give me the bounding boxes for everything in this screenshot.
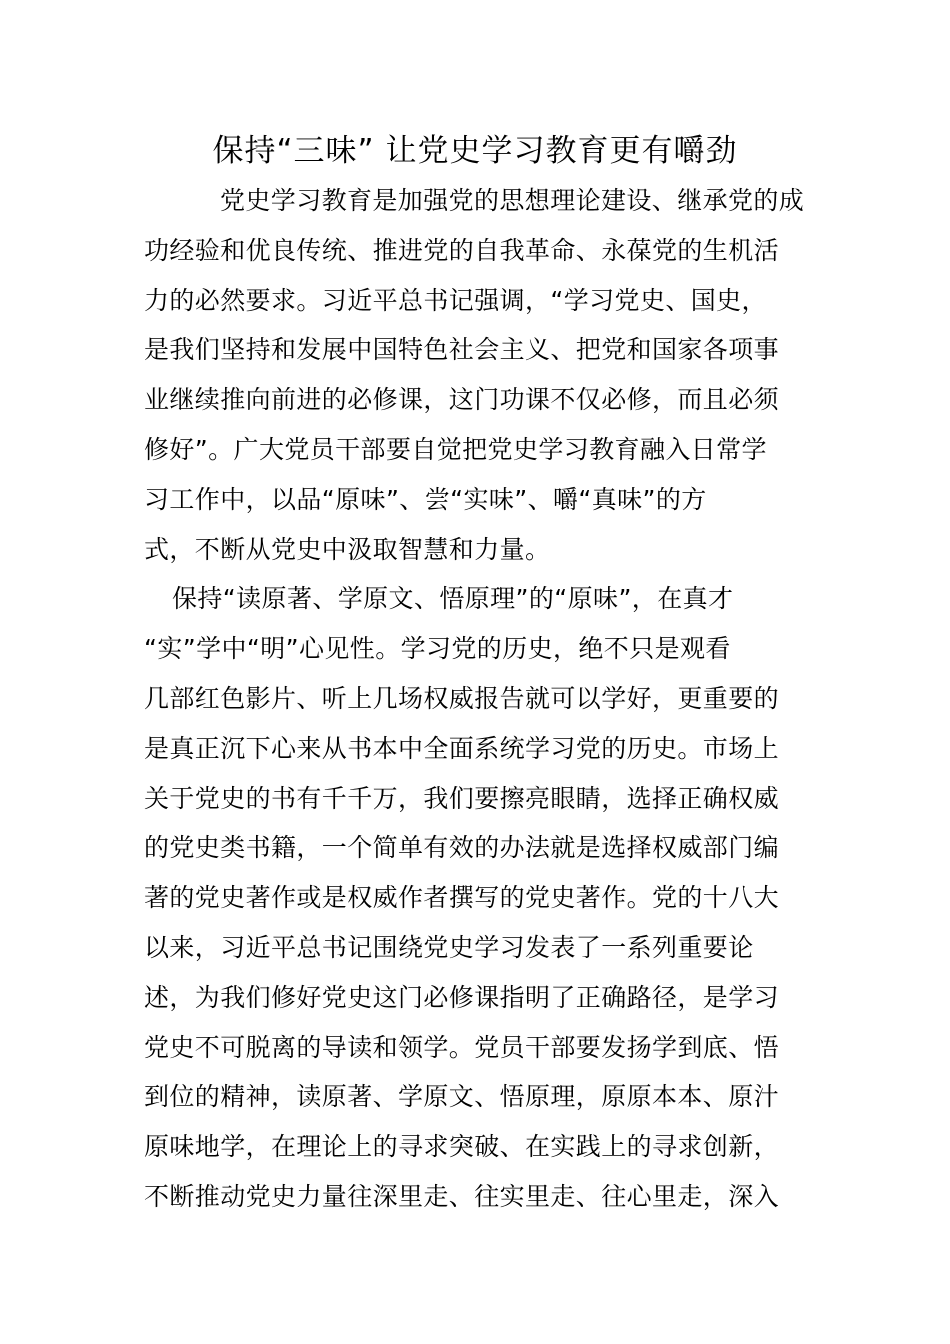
- text-line: 几部红色影片、听上几场权威报告就可以学好，更重要的: [144, 683, 780, 713]
- text-line: 关于党史的书有千千万，我们要擦亮眼睛，选择正确权威: [144, 783, 780, 813]
- text-line: 是真正沉下心来从书本中全面系统学习党的历史。市场上: [144, 733, 780, 763]
- text-line: 述，为我们修好党史这门必修课指明了正确路径，是学习: [144, 982, 780, 1012]
- text-line: 式，不断从党史中汲取智慧和力量。: [144, 534, 551, 564]
- text-line: 到位的精神，读原著、学原文、悟原理，原原本本、原汁: [144, 1082, 780, 1112]
- text-line: 不断推动党史力量往深里走、往实里走、往心里走，深入: [144, 1181, 780, 1211]
- text-line: 党史不可脱离的导读和领学。党员干部要发扬学到底、悟: [144, 1032, 780, 1062]
- text-line: 党史学习教育是加强党的思想理论建设、继承党的成: [220, 186, 805, 215]
- text-line: 保持“读原著、学原文、悟原理”的“原味”，在真才: [172, 584, 734, 614]
- text-line: “实”学中“明”心见性。学习党的历史，绝不只是观看: [144, 634, 731, 664]
- text-line: 的党史类书籍，一个简单有效的办法就是选择权威部门编: [144, 833, 780, 863]
- text-line: 以来，习近平总书记围绕党史学习发表了一系列重要论: [144, 932, 754, 962]
- text-line: 原味地学，在理论上的寻求突破、在实践上的寻求创新，: [144, 1132, 780, 1162]
- text-line: 是我们坚持和发展中国特色社会主义、把党和国家各项事: [144, 335, 780, 365]
- text-line: 业继续推向前进的必修课，这门功课不仅必修，而且必须: [144, 385, 780, 415]
- text-line: 修好”。广大党员干部要自觉把党史学习教育融入日常学: [144, 434, 767, 464]
- text-line: 著的党史著作或是权威作者撰写的党史著作。党的十八大: [144, 883, 780, 913]
- document-title: 保持“三味” 让党史学习教育更有嚼劲: [212, 133, 738, 169]
- text-line: 习工作中，以品“原味”、尝“实味”、嚼“真味”的方: [144, 484, 707, 514]
- text-line: 功经验和优良传统、推进党的自我革命、永葆党的生机活: [144, 235, 780, 265]
- text-line: 力的必然要求。习近平总书记强调，“学习党史、国史，: [144, 285, 767, 315]
- document-body: [144, 176, 824, 1222]
